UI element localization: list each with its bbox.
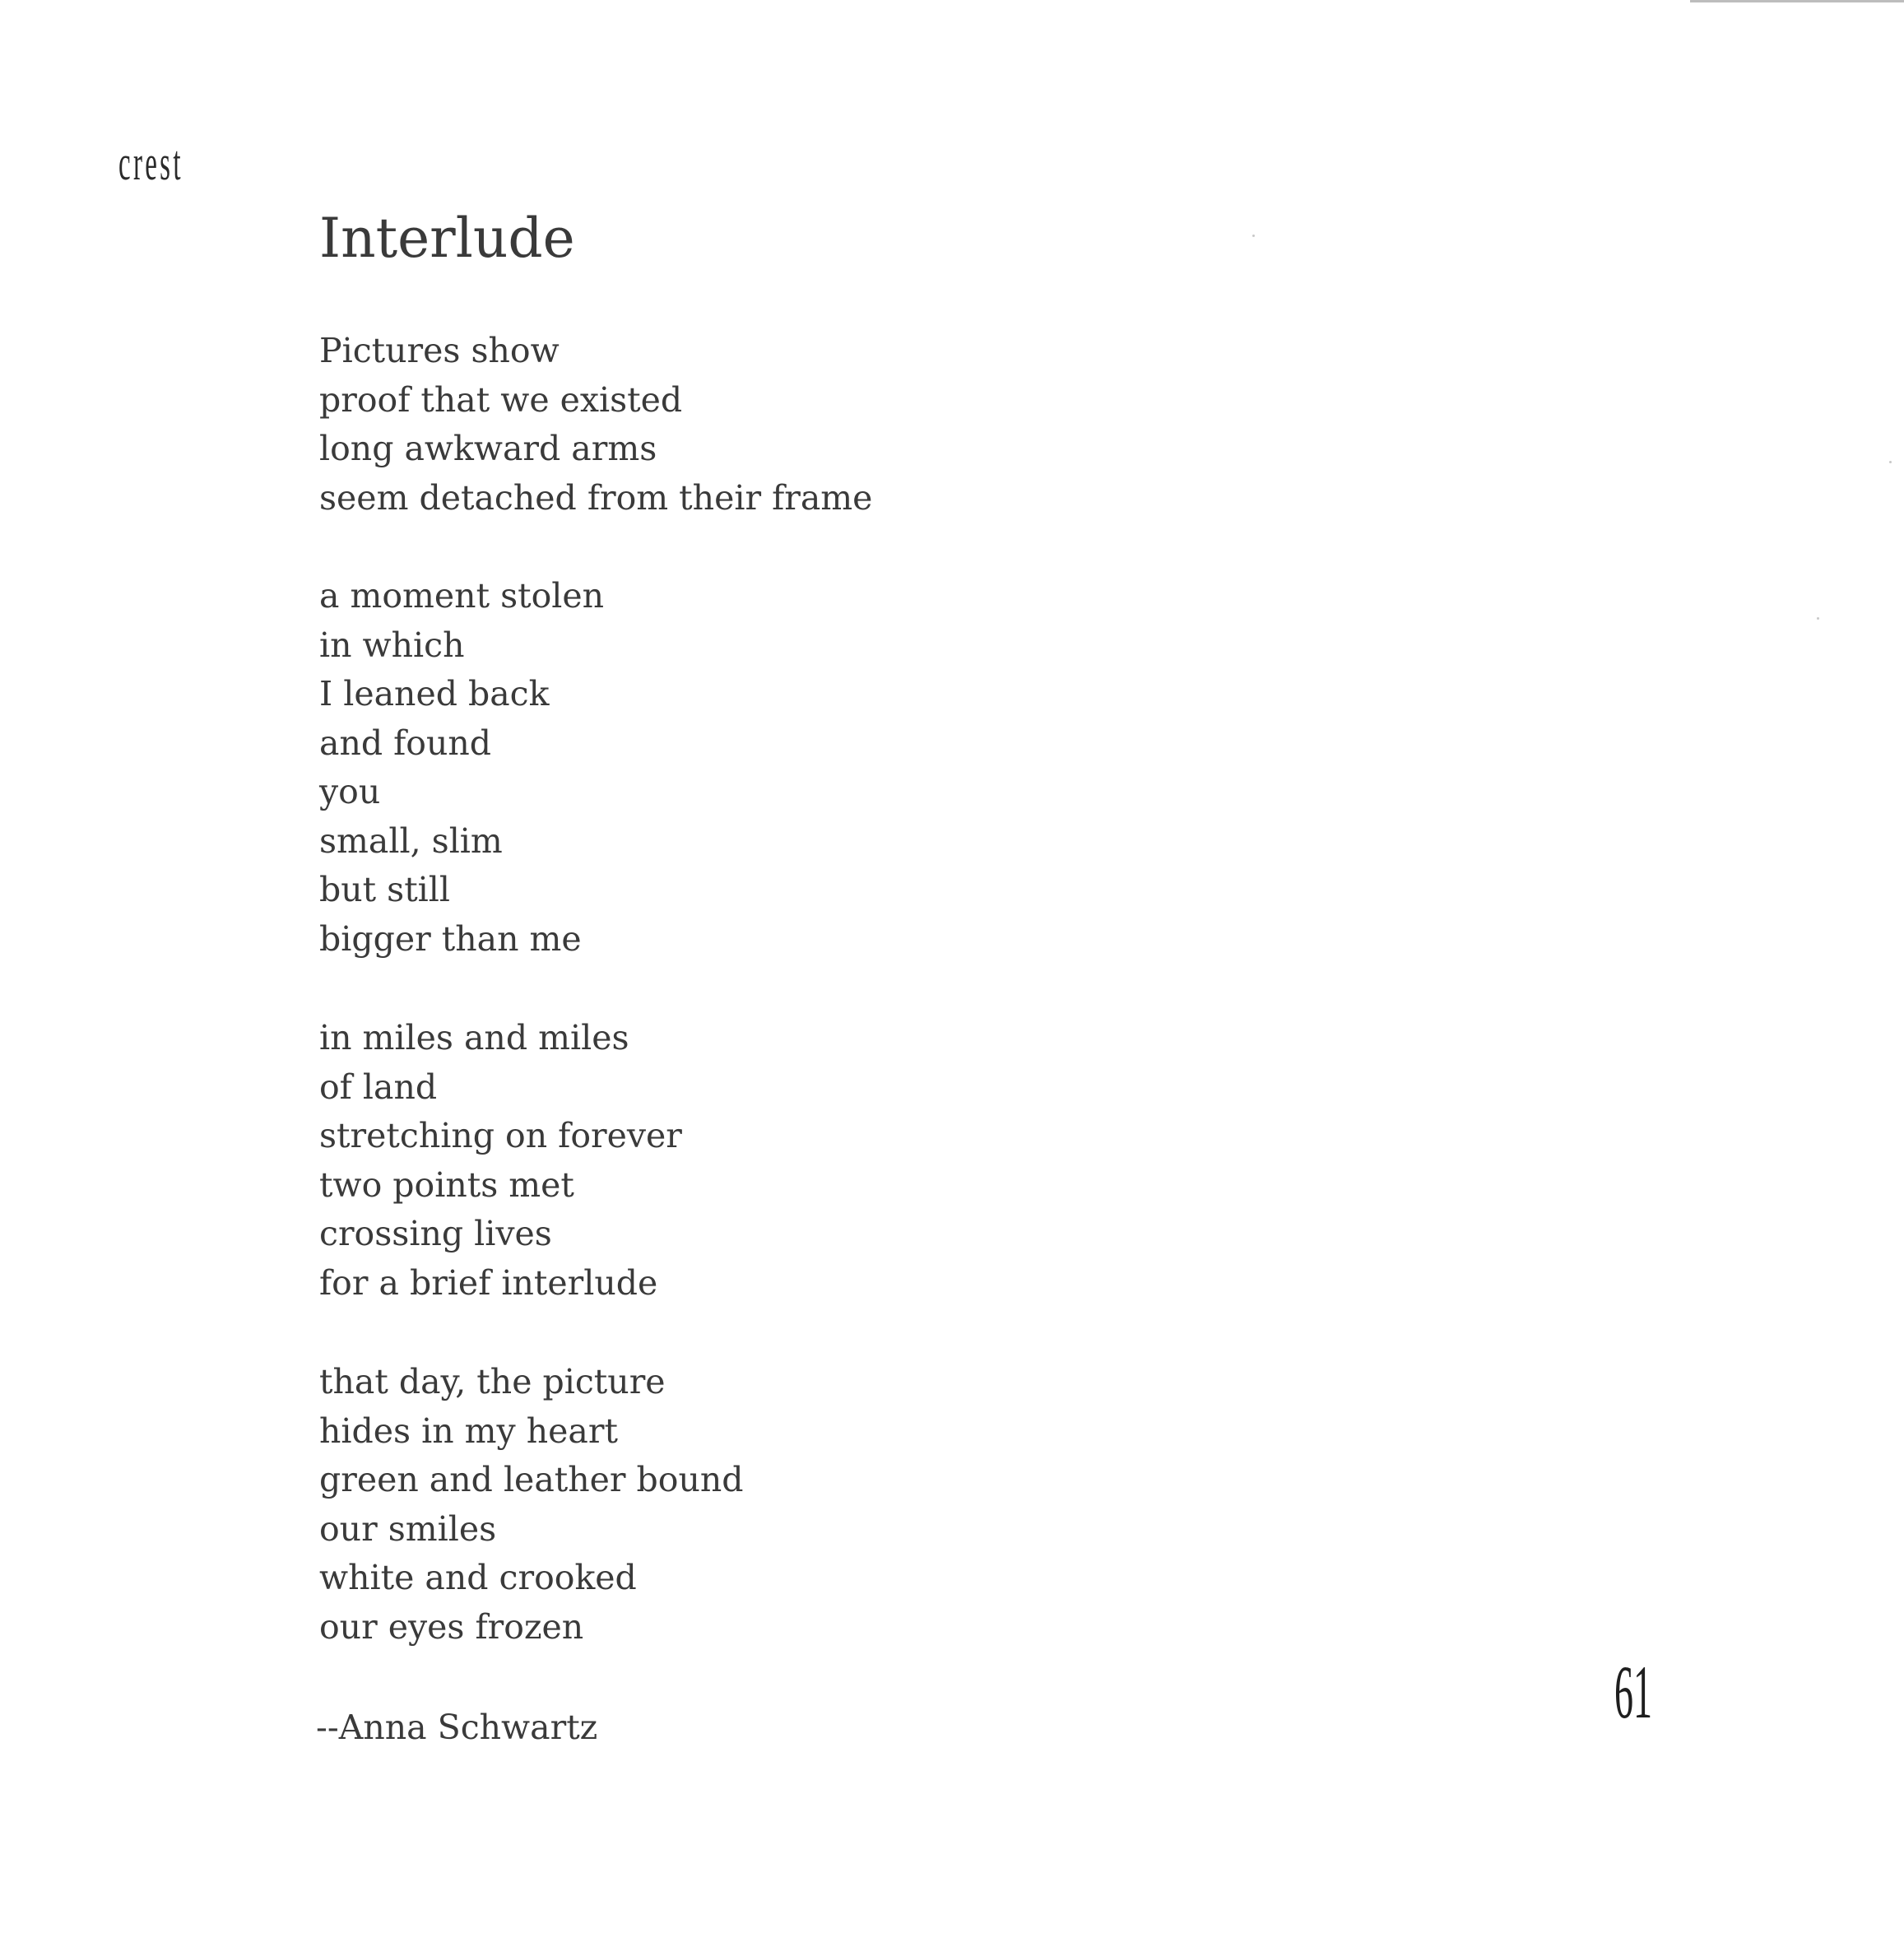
stanza-4 (319, 1358, 744, 1652)
poem-line: Pictures show (319, 331, 560, 370)
poem-line: small, slim (319, 820, 503, 861)
poem-line: crossing lives (319, 1214, 552, 1253)
poem-line: bigger than me (319, 918, 582, 959)
poem-line: in miles and miles (319, 1018, 629, 1057)
poem-line: of land (319, 1067, 438, 1107)
poem-line: a moment stolen (319, 576, 605, 616)
stanza-2 (319, 572, 604, 964)
poem-line: stretching on forever (319, 1116, 682, 1155)
scan-speck (1817, 617, 1819, 620)
scan-edge-line (1690, 0, 1904, 2)
poem-line: green and leather bound (319, 1460, 744, 1499)
poem-line: our smiles (319, 1508, 497, 1549)
poem-line: hides in my heart (319, 1411, 618, 1451)
poem-line: for a brief interlude (319, 1262, 658, 1303)
page-number: 61 (1614, 1650, 1652, 1734)
poem-line: you (319, 772, 381, 811)
poem-line: our eyes frozen (319, 1606, 584, 1647)
poem-line: I leaned back (319, 674, 550, 713)
poem-line: seem detached from their frame (319, 477, 873, 518)
stanza-1 (319, 327, 872, 523)
running-title: crest (118, 136, 183, 190)
scan-speck (1889, 461, 1892, 463)
stanza-3 (319, 1014, 682, 1308)
poem-line: white and crooked (319, 1558, 637, 1597)
poem-line: but still (319, 870, 451, 909)
poem-line: proof that we existed (319, 379, 683, 420)
poem-author: --Anna Schwartz (316, 1708, 598, 1747)
poem-line: and found (319, 723, 492, 763)
poem-line: long awkward arms (319, 429, 657, 468)
scan-speck (1252, 235, 1255, 237)
poem-line: two points met (319, 1164, 574, 1205)
poem-title: Interlude (319, 207, 575, 270)
poem-line: in which (319, 625, 465, 665)
poem-line: that day, the picture (319, 1362, 666, 1401)
